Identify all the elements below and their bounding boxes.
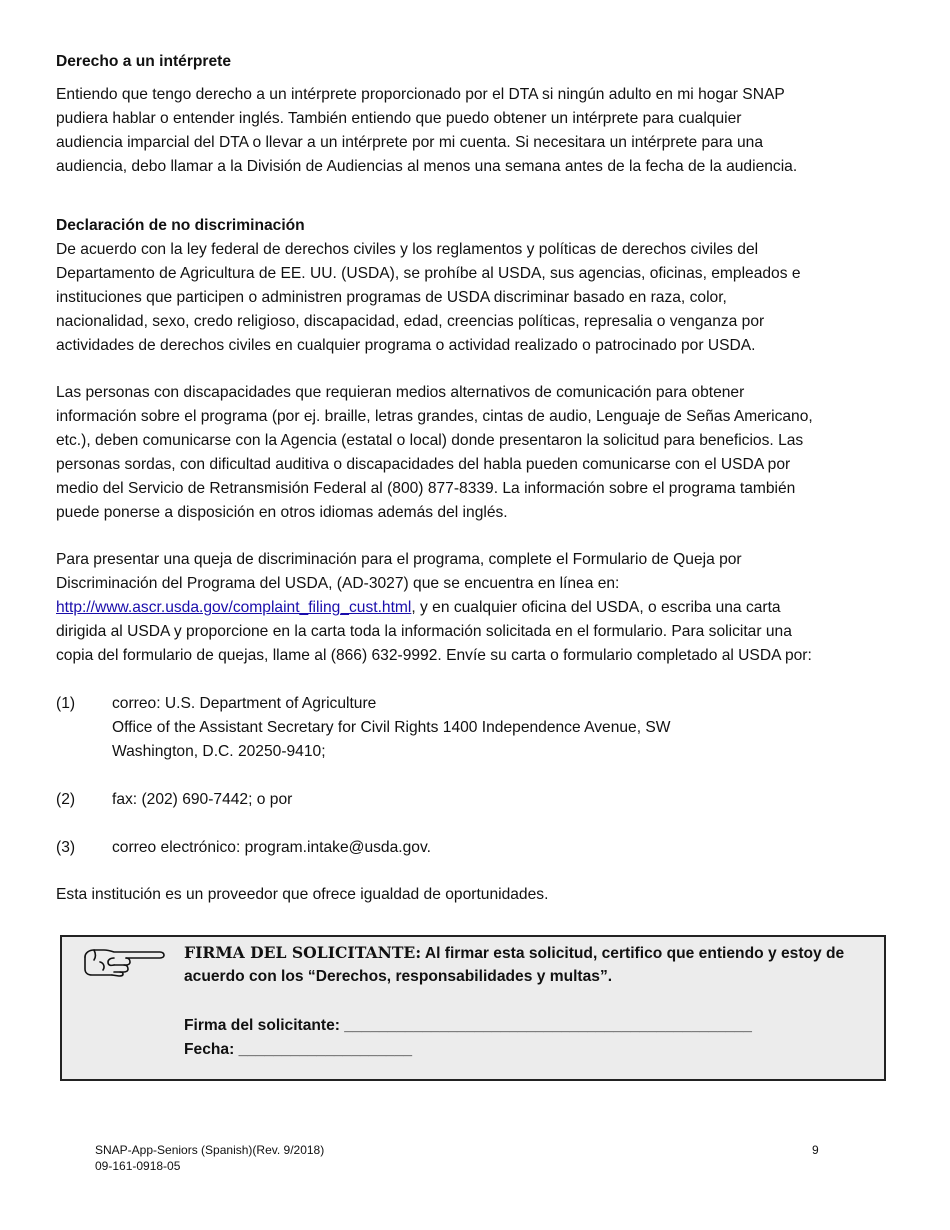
footer-form-number: 09-161-0918-05 xyxy=(95,1159,181,1173)
accessibility-line: puede ponerse a disposición en otros idiomas además del inglés. xyxy=(56,504,508,521)
item-mail-line: Office of the Assistant Secretary for Civil Rights 1400 Independence Avenue, SW xyxy=(112,719,671,736)
interpreter-line: audiencia, debo llamar a la División de Audiencias al menos una semana antes de la fecha de la audiencia. xyxy=(56,158,798,175)
nondiscrimination-line: De acuerdo con la ley federal de derechos civiles y los reglamentos y políticas de derechos civiles del xyxy=(56,241,759,258)
complaint-line-rest: , y en cualquier oficina del USDA, o escriba una carta xyxy=(411,599,781,616)
interpreter-line: Entiendo que tengo derecho a un intérprete proporcionado por el DTA si ningún adulto en mi hogar SNAP xyxy=(56,86,785,103)
accessibility-line: Las personas con discapacidades que requieran medios alternativos de comunicación para obtener xyxy=(56,384,745,401)
complaint-line: dirigida al USDA y proporcione en la carta toda la información solicitada en el formulario. Para solicitar una xyxy=(56,623,792,640)
item-number: (3) xyxy=(56,839,76,856)
applicant-signature-field[interactable]: Firma del solicitante: _______________________________________________ xyxy=(184,1017,752,1034)
equal-opportunity-statement: Esta institución es un proveedor que ofrece igualdad de oportunidades. xyxy=(56,886,549,903)
page-number: 9 xyxy=(812,1143,819,1157)
interpreter-line: pudiera hablar o entender inglés. También entiendo que puedo obtener un intérprete para cualquier xyxy=(56,110,742,127)
footer-form-id: SNAP-App-Seniors (Spanish)(Rev. 9/2018) xyxy=(95,1143,325,1157)
signature-text: Al firmar esta solicitud, certifico que entiendo y estoy de xyxy=(421,945,845,962)
complaint-line: Para presentar una queja de discriminación para el programa, complete el Formulario de Queja por xyxy=(56,551,742,568)
pointing-hand-icon xyxy=(82,943,166,979)
accessibility-line: etc.), deben comunicarse con la Agencia (estatal o local) donde presentaron la solicitud para beneficios. Las xyxy=(56,432,804,449)
item-number: (1) xyxy=(56,695,76,712)
complaint-line: copia del formulario de quejas, llame al (866) 632-9992. Envíe su carta o formulario completado al USDA por: xyxy=(56,647,812,664)
nondiscrimination-heading: Declaración de no discriminación xyxy=(56,217,305,234)
item-mail-line: Washington, D.C. 20250-9410; xyxy=(112,743,326,760)
signature-text-line2: acuerdo con los “Derechos, responsabilidades y multas”. xyxy=(184,968,613,985)
accessibility-line: información sobre el programa (por ej. braille, letras grandes, cintas de audio, Lenguaje de Señas Americano, xyxy=(56,408,813,425)
item-fax: fax: (202) 690-7442; o por xyxy=(112,791,293,808)
nondiscrimination-line: nacionalidad, sexo, credo religioso, discapacidad, edad, creencias políticas, represalia o venganza por xyxy=(56,313,765,330)
item-number: (2) xyxy=(56,791,76,808)
nondiscrimination-line: instituciones que participen o administren programas de USDA discriminar basado en raza, color, xyxy=(56,289,727,306)
item-mail-line: correo: U.S. Department of Agriculture xyxy=(112,695,377,712)
date-field[interactable]: Fecha: ____________________ xyxy=(184,1041,413,1058)
complaint-filing-link[interactable]: http://www.ascr.usda.gov/complaint_filing_cust.html xyxy=(56,599,412,616)
accessibility-line: medio del Servicio de Retransmisión Federal al (800) 877-8339. La información sobre el programa también xyxy=(56,480,796,497)
signature-attestation xyxy=(184,941,844,966)
interpreter-line: audiencia imparcial del DTA o llevar a un intérprete por mi cuenta. Si necesitara un intérprete para una xyxy=(56,134,764,151)
signature-title: FIRMA DEL SOLICITANTE: xyxy=(184,943,422,962)
complaint-line-with-link xyxy=(56,596,781,620)
interpreter-heading: Derecho a un intérprete xyxy=(56,53,232,70)
item-email: correo electrónico: program.intake@usda.gov. xyxy=(112,839,431,856)
nondiscrimination-line: actividades de derechos civiles en cualquier programa o actividad realizado o patrocinado por USDA. xyxy=(56,337,756,354)
nondiscrimination-line: Departamento de Agricultura de EE. UU. (USDA), se prohíbe al USDA, sus agencias, oficinas, empleados e xyxy=(56,265,801,282)
complaint-line: Discriminación del Programa del USDA, (AD-3027) que se encuentra en línea en: xyxy=(56,575,620,592)
accessibility-line: personas sordas, con dificultad auditiva o discapacidades del habla pueden comunicarse con el USDA por xyxy=(56,456,791,473)
